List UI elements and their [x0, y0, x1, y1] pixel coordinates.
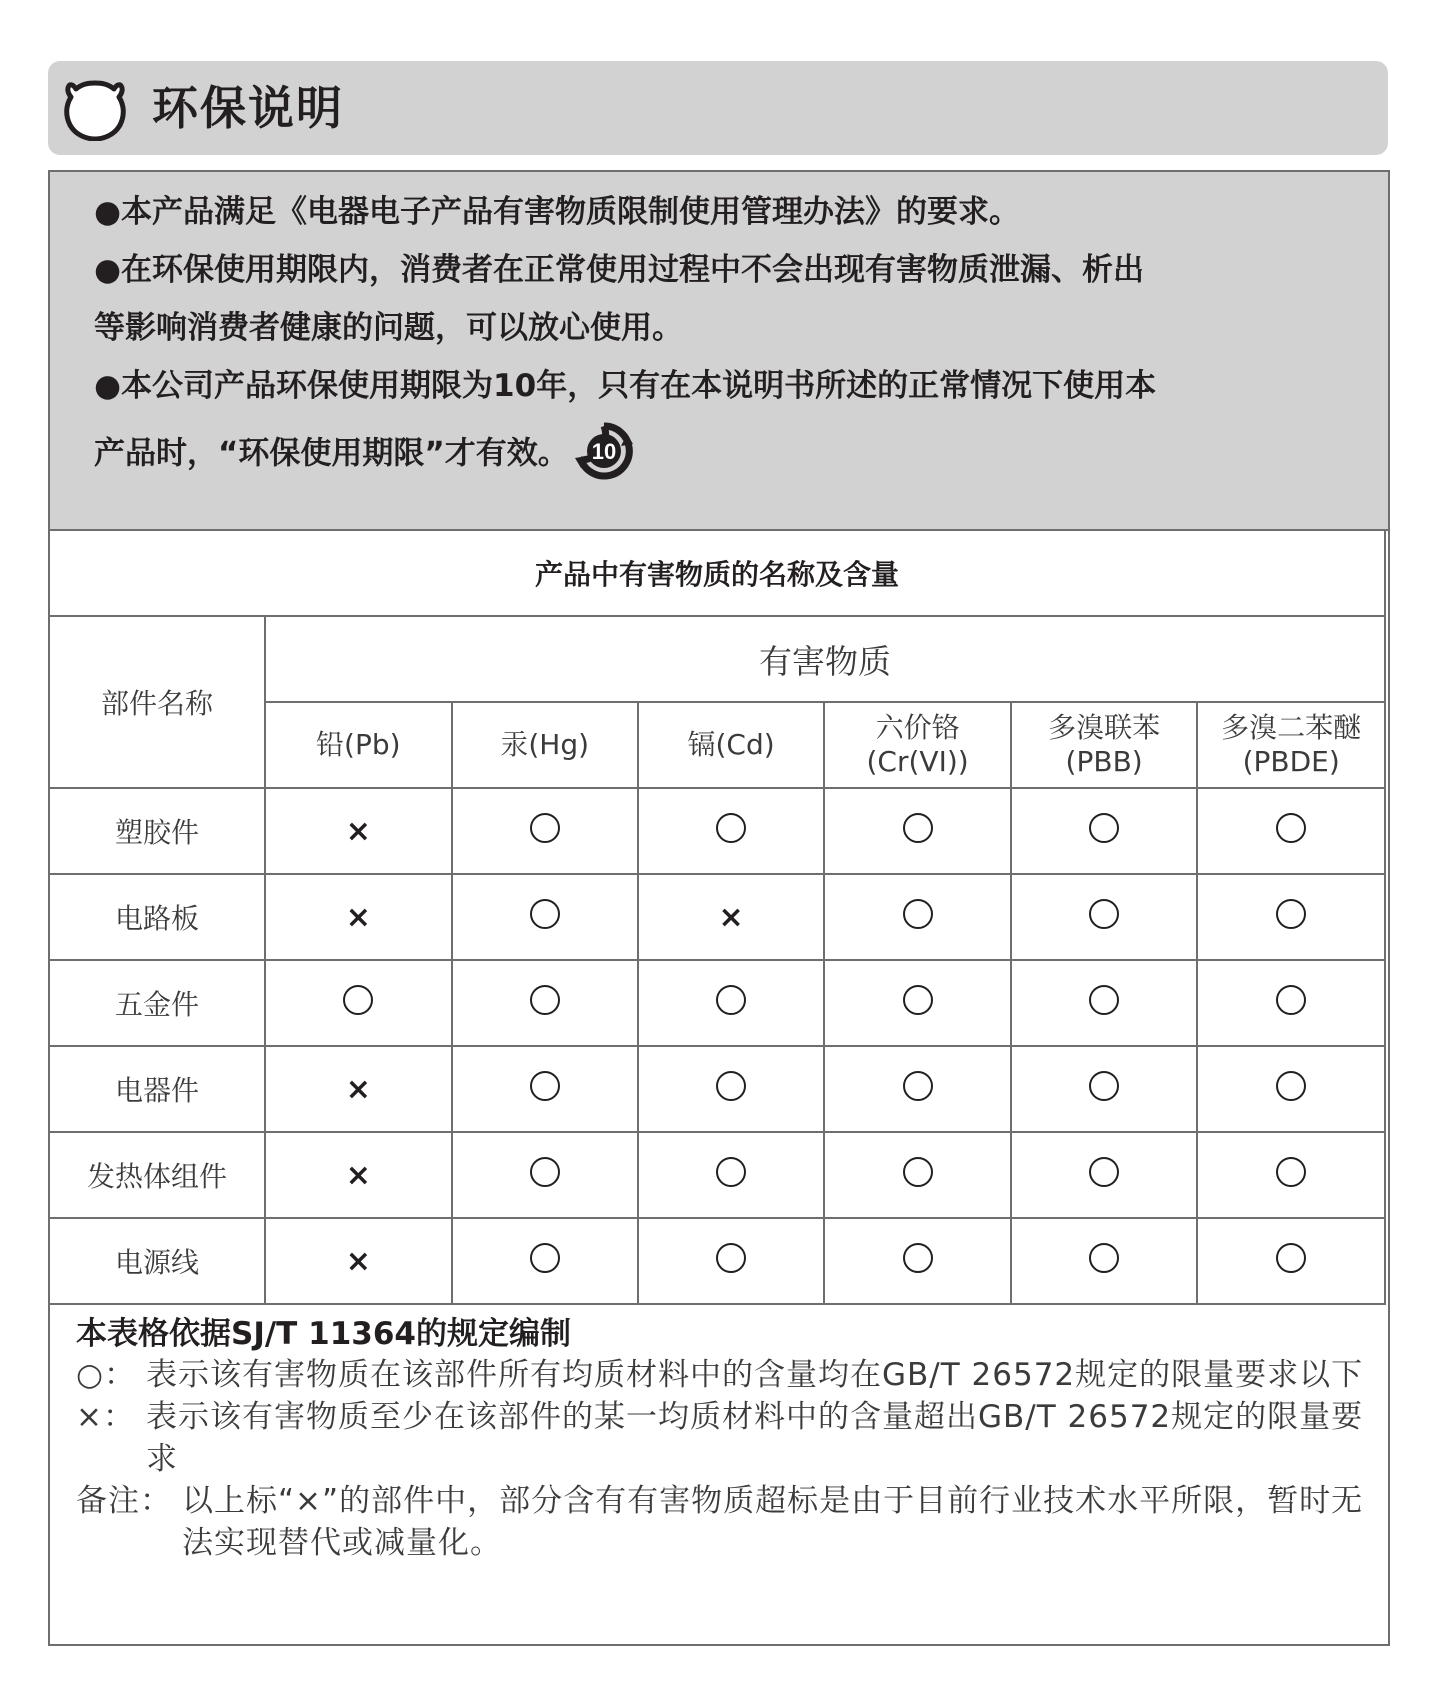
- substance-group-header: 有害物质: [265, 616, 1385, 702]
- circle-mark: [716, 985, 746, 1015]
- mark-cell: [265, 1218, 451, 1304]
- circle-mark: [1276, 899, 1306, 929]
- mark-cell: [1011, 788, 1197, 874]
- substance-name: 铅(Pb): [316, 728, 401, 761]
- mark-cell: [452, 1218, 638, 1304]
- mark-cell: [1197, 1218, 1385, 1304]
- circle-mark: [903, 899, 933, 929]
- circle-mark: [343, 985, 373, 1015]
- circle-mark: [1276, 1243, 1306, 1273]
- circle-mark: [530, 1071, 560, 1101]
- substance-symbol: (PBB): [1065, 745, 1143, 778]
- part-name-cell: 五金件: [49, 960, 265, 1046]
- statement-text: 产品时，“环保使用期限”才有效。: [94, 435, 569, 472]
- circle-legend: [76, 1354, 1366, 1396]
- cross-mark: ×: [345, 899, 371, 935]
- circle-mark: [1089, 813, 1119, 843]
- circle-mark: [1276, 1157, 1306, 1187]
- part-name-cell: 发热体组件: [49, 1132, 265, 1218]
- statement-line: ●本产品满足《电器电子产品有害物质限制使用管理办法》的要求。: [94, 194, 1021, 230]
- mark-cell: [1011, 960, 1197, 1046]
- circle-mark: [1276, 1071, 1306, 1101]
- mark-cell: [452, 960, 638, 1046]
- cross-mark: ×: [718, 899, 744, 935]
- cross-mark: ×: [345, 813, 371, 849]
- notes-section: [76, 1314, 1366, 1564]
- statement-line: 等影响消费者健康的问题，可以放心使用。: [94, 310, 683, 346]
- cross-mark: ×: [345, 1071, 371, 1107]
- cross-legend-symbol: ×：: [76, 1399, 135, 1435]
- mark-cell: [1197, 874, 1385, 960]
- mark-cell: [1011, 874, 1197, 960]
- mark-cell: [638, 960, 824, 1046]
- cross-legend-text: 表示该有害物质至少在该部件的某一均质材料中的含量超出GB/T 26572规定的限量要求: [146, 1399, 1364, 1477]
- part-name-header: 部件名称: [49, 616, 265, 788]
- circle-mark: [1089, 985, 1119, 1015]
- circle-mark: [716, 1243, 746, 1273]
- bear-head-icon: [62, 75, 128, 141]
- circle-mark: [1276, 985, 1306, 1015]
- mark-cell: [265, 1046, 451, 1132]
- mark-cell: [1197, 788, 1385, 874]
- mark-cell: [824, 1046, 1011, 1132]
- table-row: [49, 788, 1385, 874]
- circle-legend-text: 表示该有害物质在该部件所有均质材料中的含量均在GB/T 26572规定的限量要求以下: [146, 1357, 1364, 1393]
- substance-header: [1197, 702, 1385, 788]
- circle-mark: [530, 985, 560, 1015]
- statement-line: ●本公司产品环保使用期限为10年，只有在本说明书所述的正常情况下使用本: [94, 368, 1157, 404]
- table-caption: 产品中有害物质的名称及含量: [49, 530, 1385, 616]
- mark-cell: [824, 1218, 1011, 1304]
- remark: [76, 1480, 1366, 1564]
- substance-header: [452, 702, 638, 788]
- circle-mark: [1276, 813, 1306, 843]
- circle-legend-symbol: ○：: [76, 1357, 137, 1393]
- mark-cell: [824, 788, 1011, 874]
- cross-mark: ×: [345, 1243, 371, 1279]
- mark-cell: [265, 1132, 451, 1218]
- table-row: [49, 1132, 1385, 1218]
- circle-mark: [530, 813, 560, 843]
- part-name-cell: 塑胶件: [49, 788, 265, 874]
- circle-mark: [903, 1071, 933, 1101]
- statement-line: ●在环保使用期限内，消费者在正常使用过程中不会出现有害物质泄漏、析出: [94, 252, 1145, 288]
- mark-cell: [638, 1132, 824, 1218]
- mark-cell: [265, 788, 451, 874]
- hazardous-substances-table: [48, 529, 1386, 1305]
- epup-logo-number: 10: [591, 439, 616, 464]
- mark-cell: [1011, 1218, 1197, 1304]
- mark-cell: [1197, 1046, 1385, 1132]
- mark-cell: [638, 1218, 824, 1304]
- circle-mark: [716, 1157, 746, 1187]
- remark-text: 以上标“×”的部件中，部分含有有害物质超标是由于目前行业技术水平所限，暂时无法实现替代或减量化。: [182, 1483, 1364, 1561]
- section-header: [48, 61, 1388, 155]
- mark-cell: [638, 788, 824, 874]
- part-name-cell: 电路板: [49, 874, 265, 960]
- circle-mark: [903, 1157, 933, 1187]
- statement-box: [50, 172, 1388, 531]
- substance-name: 六价铬: [875, 711, 960, 744]
- mark-cell: [1011, 1046, 1197, 1132]
- circle-mark: [903, 985, 933, 1015]
- substance-name: 多溴二苯醚: [1221, 711, 1362, 744]
- mark-cell: [824, 1132, 1011, 1218]
- part-name-cell: 电源线: [49, 1218, 265, 1304]
- circle-mark: [530, 1243, 560, 1273]
- mark-cell: [452, 1046, 638, 1132]
- notes-title: 本表格依据SJ/T 11364的规定编制: [76, 1316, 571, 1352]
- table-row: [49, 1046, 1385, 1132]
- mark-cell: [1197, 1132, 1385, 1218]
- mark-cell: [452, 788, 638, 874]
- table-row: [49, 1218, 1385, 1304]
- circle-mark: [1089, 1157, 1119, 1187]
- substance-header: [1011, 702, 1197, 788]
- mark-cell: [1011, 1132, 1197, 1218]
- cross-legend: [76, 1396, 1366, 1480]
- substance-name: 汞(Hg): [500, 728, 590, 761]
- circle-mark: [1089, 1071, 1119, 1101]
- circle-mark: [530, 1157, 560, 1187]
- substance-header: [824, 702, 1011, 788]
- circle-mark: [1089, 1243, 1119, 1273]
- statement-line: [94, 424, 635, 486]
- cross-mark: ×: [345, 1157, 371, 1193]
- mark-cell: [265, 874, 451, 960]
- mark-cell: [638, 874, 824, 960]
- substance-header: [638, 702, 824, 788]
- mark-cell: [824, 960, 1011, 1046]
- part-name-cell: 电器件: [49, 1046, 265, 1132]
- substance-name: 镉(Cd): [687, 728, 775, 761]
- table-row: [49, 960, 1385, 1046]
- substance-header: [265, 702, 451, 788]
- mark-cell: [265, 960, 451, 1046]
- remark-label: 备注：: [76, 1483, 172, 1519]
- circle-mark: [903, 813, 933, 843]
- mark-cell: [638, 1046, 824, 1132]
- mark-cell: [1197, 960, 1385, 1046]
- substance-name: 多溴联苯: [1048, 711, 1161, 744]
- mark-cell: [824, 874, 1011, 960]
- substance-symbol: (PBDE): [1242, 745, 1340, 778]
- circle-mark: [716, 1071, 746, 1101]
- environmental-protection-use-period-icon: [573, 420, 635, 482]
- mark-cell: [452, 1132, 638, 1218]
- circle-mark: [530, 899, 560, 929]
- page-title: 环保说明: [152, 81, 344, 135]
- table-row: [49, 874, 1385, 960]
- circle-mark: [903, 1243, 933, 1273]
- circle-mark: [1089, 899, 1119, 929]
- substance-symbol: (Cr(VI)): [866, 745, 969, 778]
- mark-cell: [452, 874, 638, 960]
- environmental-notice-frame: [48, 170, 1390, 1646]
- circle-mark: [716, 813, 746, 843]
